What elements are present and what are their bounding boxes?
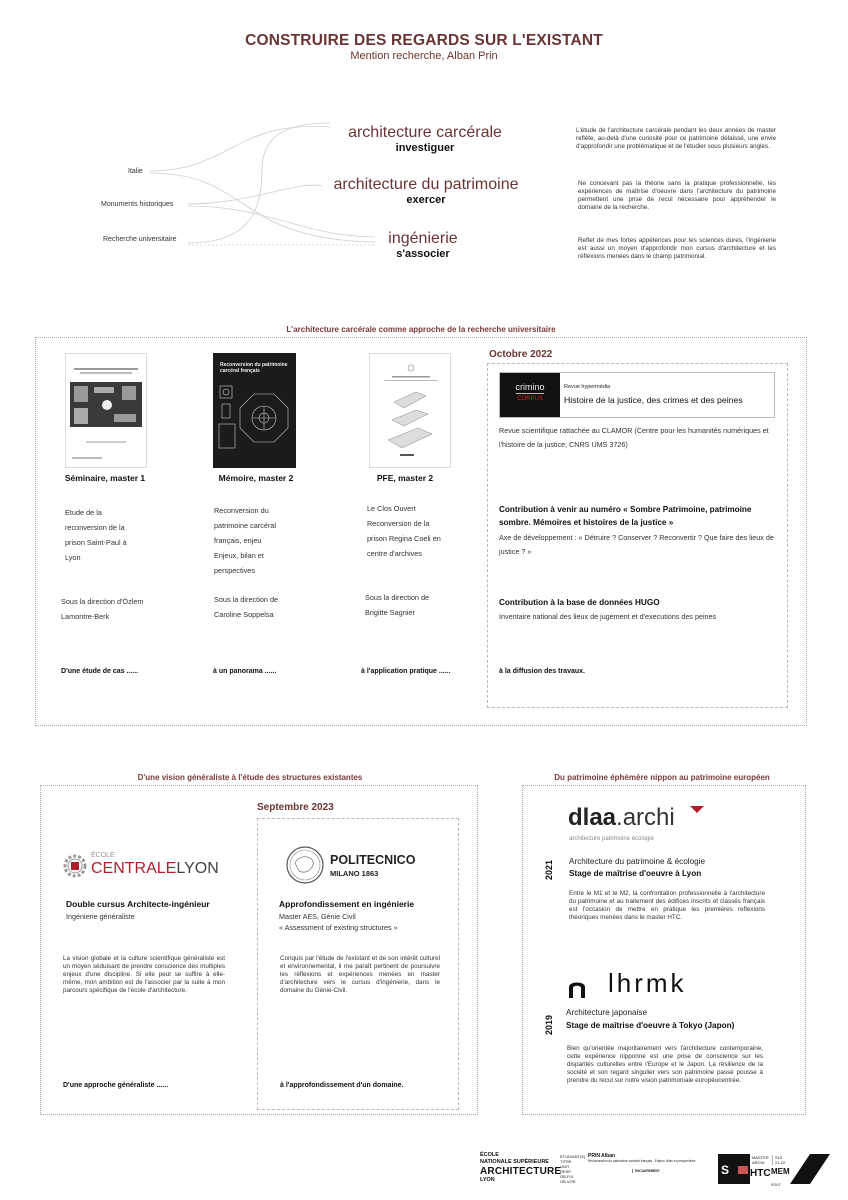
seal-icon: [285, 845, 325, 885]
theme-carcerale: [330, 125, 520, 154]
theme-description: Ne concevant pas la théorie sans la pratique professionnelle, les expériences de maîtrise d'oeuvre dans l'architecture du patrimoine permettent une prise de recul nécessaire pour appréhender le domaine de la recherche.: [578, 180, 776, 212]
page-subtitle: Mention recherche, Alban Prin: [350, 50, 498, 62]
cover-title: Reconversion du patrimoine carcéral français: [220, 362, 288, 374]
internship-heading: Stage de maîtrise d'oeuvre à Tokyo (Japon): [566, 1021, 735, 1030]
program-subtitle: Master AES, Génie Civil: [279, 912, 356, 921]
work-direction: Sous la direction d'Özlem Lamontre-Berk: [61, 597, 144, 621]
work-description: Reconversion du patrimoine carcéral français, enjeu Enjeux, bilan et perspectives: [214, 506, 277, 575]
step-label: D'une étude de cas ......: [61, 668, 139, 675]
internship-field: Architecture japonaise: [566, 1008, 648, 1017]
section-title: D'une vision généraliste à l'étude des structures existantes: [137, 773, 363, 782]
theme-verb: exercer: [406, 194, 446, 206]
step-label: à un panorama ......: [213, 668, 277, 675]
internship-field: Architecture du patrimoine & écologie: [569, 857, 706, 866]
work-description: Etude de la reconversion de la prison Saint-Paul à Lyon: [65, 508, 127, 562]
criminocorpus-logo: crimino CORPUS: [500, 373, 560, 417]
theme-ingenierie: [370, 231, 476, 260]
work-caption: PFE, master 2: [376, 473, 434, 483]
contribution-title: Contribution à la base de données HUGO: [499, 598, 660, 607]
criminocorpus-banner: [499, 372, 775, 418]
internship-heading: Stage de maîtrise d'oeuvre à Lyon: [569, 869, 702, 878]
theme-title: architecture carcérale: [348, 124, 502, 141]
year-label: 2021: [544, 859, 554, 880]
program-subtitle: « Assessment of existing structures »: [279, 923, 398, 932]
theme-verb: s'associer: [396, 248, 450, 260]
floor-plan-drawing: [214, 374, 296, 464]
page-title: CONSTRUIRE DES REGARDS SUR L'EXISTANT: [245, 32, 603, 49]
section-title: Du patrimoine éphémère nippon au patrimoine européen: [554, 773, 770, 782]
contribution-text: Axe de développement : « Détruire ? Conserver ? Reconvertir ? Que faire des lieux de justice ? »: [499, 533, 774, 556]
gear-shield-icon: [63, 854, 87, 878]
student-name: PRIN Alban: [588, 1153, 616, 1159]
review-type: Revue hypermédia: [564, 384, 611, 390]
contribution-title: Contribution à venir au numéro « Sombre Patrimoine, patrimoine sombre. Mémoires et histoires de la justice »: [499, 505, 752, 527]
publication-date: Octobre 2022: [489, 349, 553, 360]
htc-label: HTC: [750, 1168, 771, 1179]
school-logo: ÉCOLE NATIONALE SUPÉRIEURE ARCHITECTURE LYON: [480, 1152, 562, 1183]
work-title: Reconversion du patrimoine carcéral français - Enjeux, bilan et perspectives: [588, 1159, 696, 1163]
theme-description: L'étude de l'architecture carcérale pendant les deux années de master reflète, au-delà d'une curiosité pour ce patrimoine délaissé, une envie d'approfondir une problématique et de l'étudier sous plusieurs angles.: [576, 127, 776, 151]
lhrmk-logo: lhrmk: [568, 972, 698, 1002]
internship-description: Bien qu'orientée majoritairement vers l'architecture contemporaine, cette expérience nipponne est une prise de conscience sur les disparités culturelles entre l'Europe et le Japon. La résilience de la société et son regard singulier vers son patrimoine passé pousse à prendre du recul sur notre vision patrimoniale européocentrée.: [567, 1045, 763, 1085]
cartouche-fields: ÉTUDIANT(E) TITRE UNIT. RESP. OB.FIX. OB.VOR.: [560, 1154, 586, 1184]
politecnico-logo: POLITECNICO MILANO 1863: [285, 845, 435, 887]
review-name: Histoire de la justice, des crimes et des peines: [564, 395, 743, 405]
work-direction: Sous la direction de Brigitte Sagnier: [365, 593, 430, 617]
year-label: 2019: [544, 1014, 554, 1035]
cover-seminaire: [65, 353, 147, 468]
step-label: à la diffusion des travaux.: [499, 668, 585, 675]
theme-patrimoine: [318, 177, 534, 206]
axonometric-drawing: [370, 354, 451, 468]
theme-title: ingénierie: [388, 230, 458, 247]
work-description: Le Clos Ouvert Reconversion de la prison Regina Coeli en centre d'archives: [367, 504, 441, 558]
section-title: L'architecture carcérale comme approche de la recherche universitaire: [286, 325, 556, 334]
diagonal-stripe-mark: [790, 1154, 830, 1184]
work-caption: Mémoire, master 2: [218, 473, 294, 483]
theme-verb: investiguer: [395, 142, 455, 154]
origin-label: Monuments historiques: [101, 201, 174, 208]
review-affiliation: Revue scientifique rattachée au CLAMOR (Centre pour les humanités numériques et l'histoire de la justice, CNRS UMS 3726): [499, 426, 769, 449]
contribution-text: Inventaire national des lieux de jugement et d'executions des peines: [499, 612, 717, 621]
mem-label: MEM: [771, 1167, 790, 1176]
work-caption: Séminaire, master 1: [64, 473, 146, 483]
theme-title: architecture du patrimoine: [333, 176, 519, 193]
origin-label: Italie: [128, 168, 143, 175]
cover-pfe: [369, 353, 451, 468]
program-subtitle: Ingénierie généraliste: [66, 912, 135, 921]
work-direction: Sous la direction de Caroline Soppelsa: [214, 595, 279, 619]
cover-memoire: [213, 353, 296, 468]
step-label: à l'approfondissement d'un domaine.: [280, 1082, 404, 1089]
program-label: MASTER ARCHI: [752, 1155, 769, 1165]
encadrement-label: ENCADREMENT: [632, 1169, 660, 1173]
program-heading: Approfondissement en ingénierie: [279, 899, 415, 909]
program-heading: Double cursus Architecte-ingénieur: [66, 899, 210, 909]
origin-label: Recherche universitaire: [103, 236, 177, 243]
centrale-lyon-logo: ÉCOLE CENTRALELYON: [63, 852, 218, 880]
polimi-date: Septembre 2023: [257, 802, 334, 813]
step-label: à l'application pratique ......: [361, 668, 451, 675]
semester-label: S10 21-22: [772, 1155, 785, 1165]
sout-label: SOUT: [771, 1183, 781, 1187]
theme-description: Reflet de mes fortes appétences pour les sciences dures, l'ingénierie est aussi un moyen d'approfondir mon cursus d'architecture et les réflexions menées dans le champ patrimonial.: [578, 237, 776, 261]
spfe-badge: S: [718, 1154, 750, 1184]
red-triangle-icon: [690, 806, 704, 814]
dlaa-logo: dlaa.archi architecture patrimoine écologie: [568, 806, 718, 848]
house-arch-icon: [568, 978, 586, 998]
program-description: Conquis par l'étude de l'existant et de son intérêt culturel et environnemental, il me paraît pertinent de poursuivre les réflexions et expériences menées en master d'architecture vers le cursus d'ingénierie, dans le domaine du Génie-Civil.: [280, 955, 440, 995]
program-description: La vision globale et la culture scientifique généraliste est un moyen séduisant de prendre conscience des multiples enjeux d'une discipline. Si elle peut se suffire à elle-même, mon ambition est de l'associer par la suite à mon parcours spécifique de l'école d'architecture.: [63, 955, 225, 995]
internship-description: Entre le M1 et le M2, la confrontation professionnelle à l'architecture du patrimoine et au traitement des édifices inscrits et classés français est l'occasion de mettre en pratique les premières reflexions théoriques menées dans le master HTC.: [569, 890, 765, 922]
step-label: D'une approche généraliste ......: [63, 1082, 169, 1089]
